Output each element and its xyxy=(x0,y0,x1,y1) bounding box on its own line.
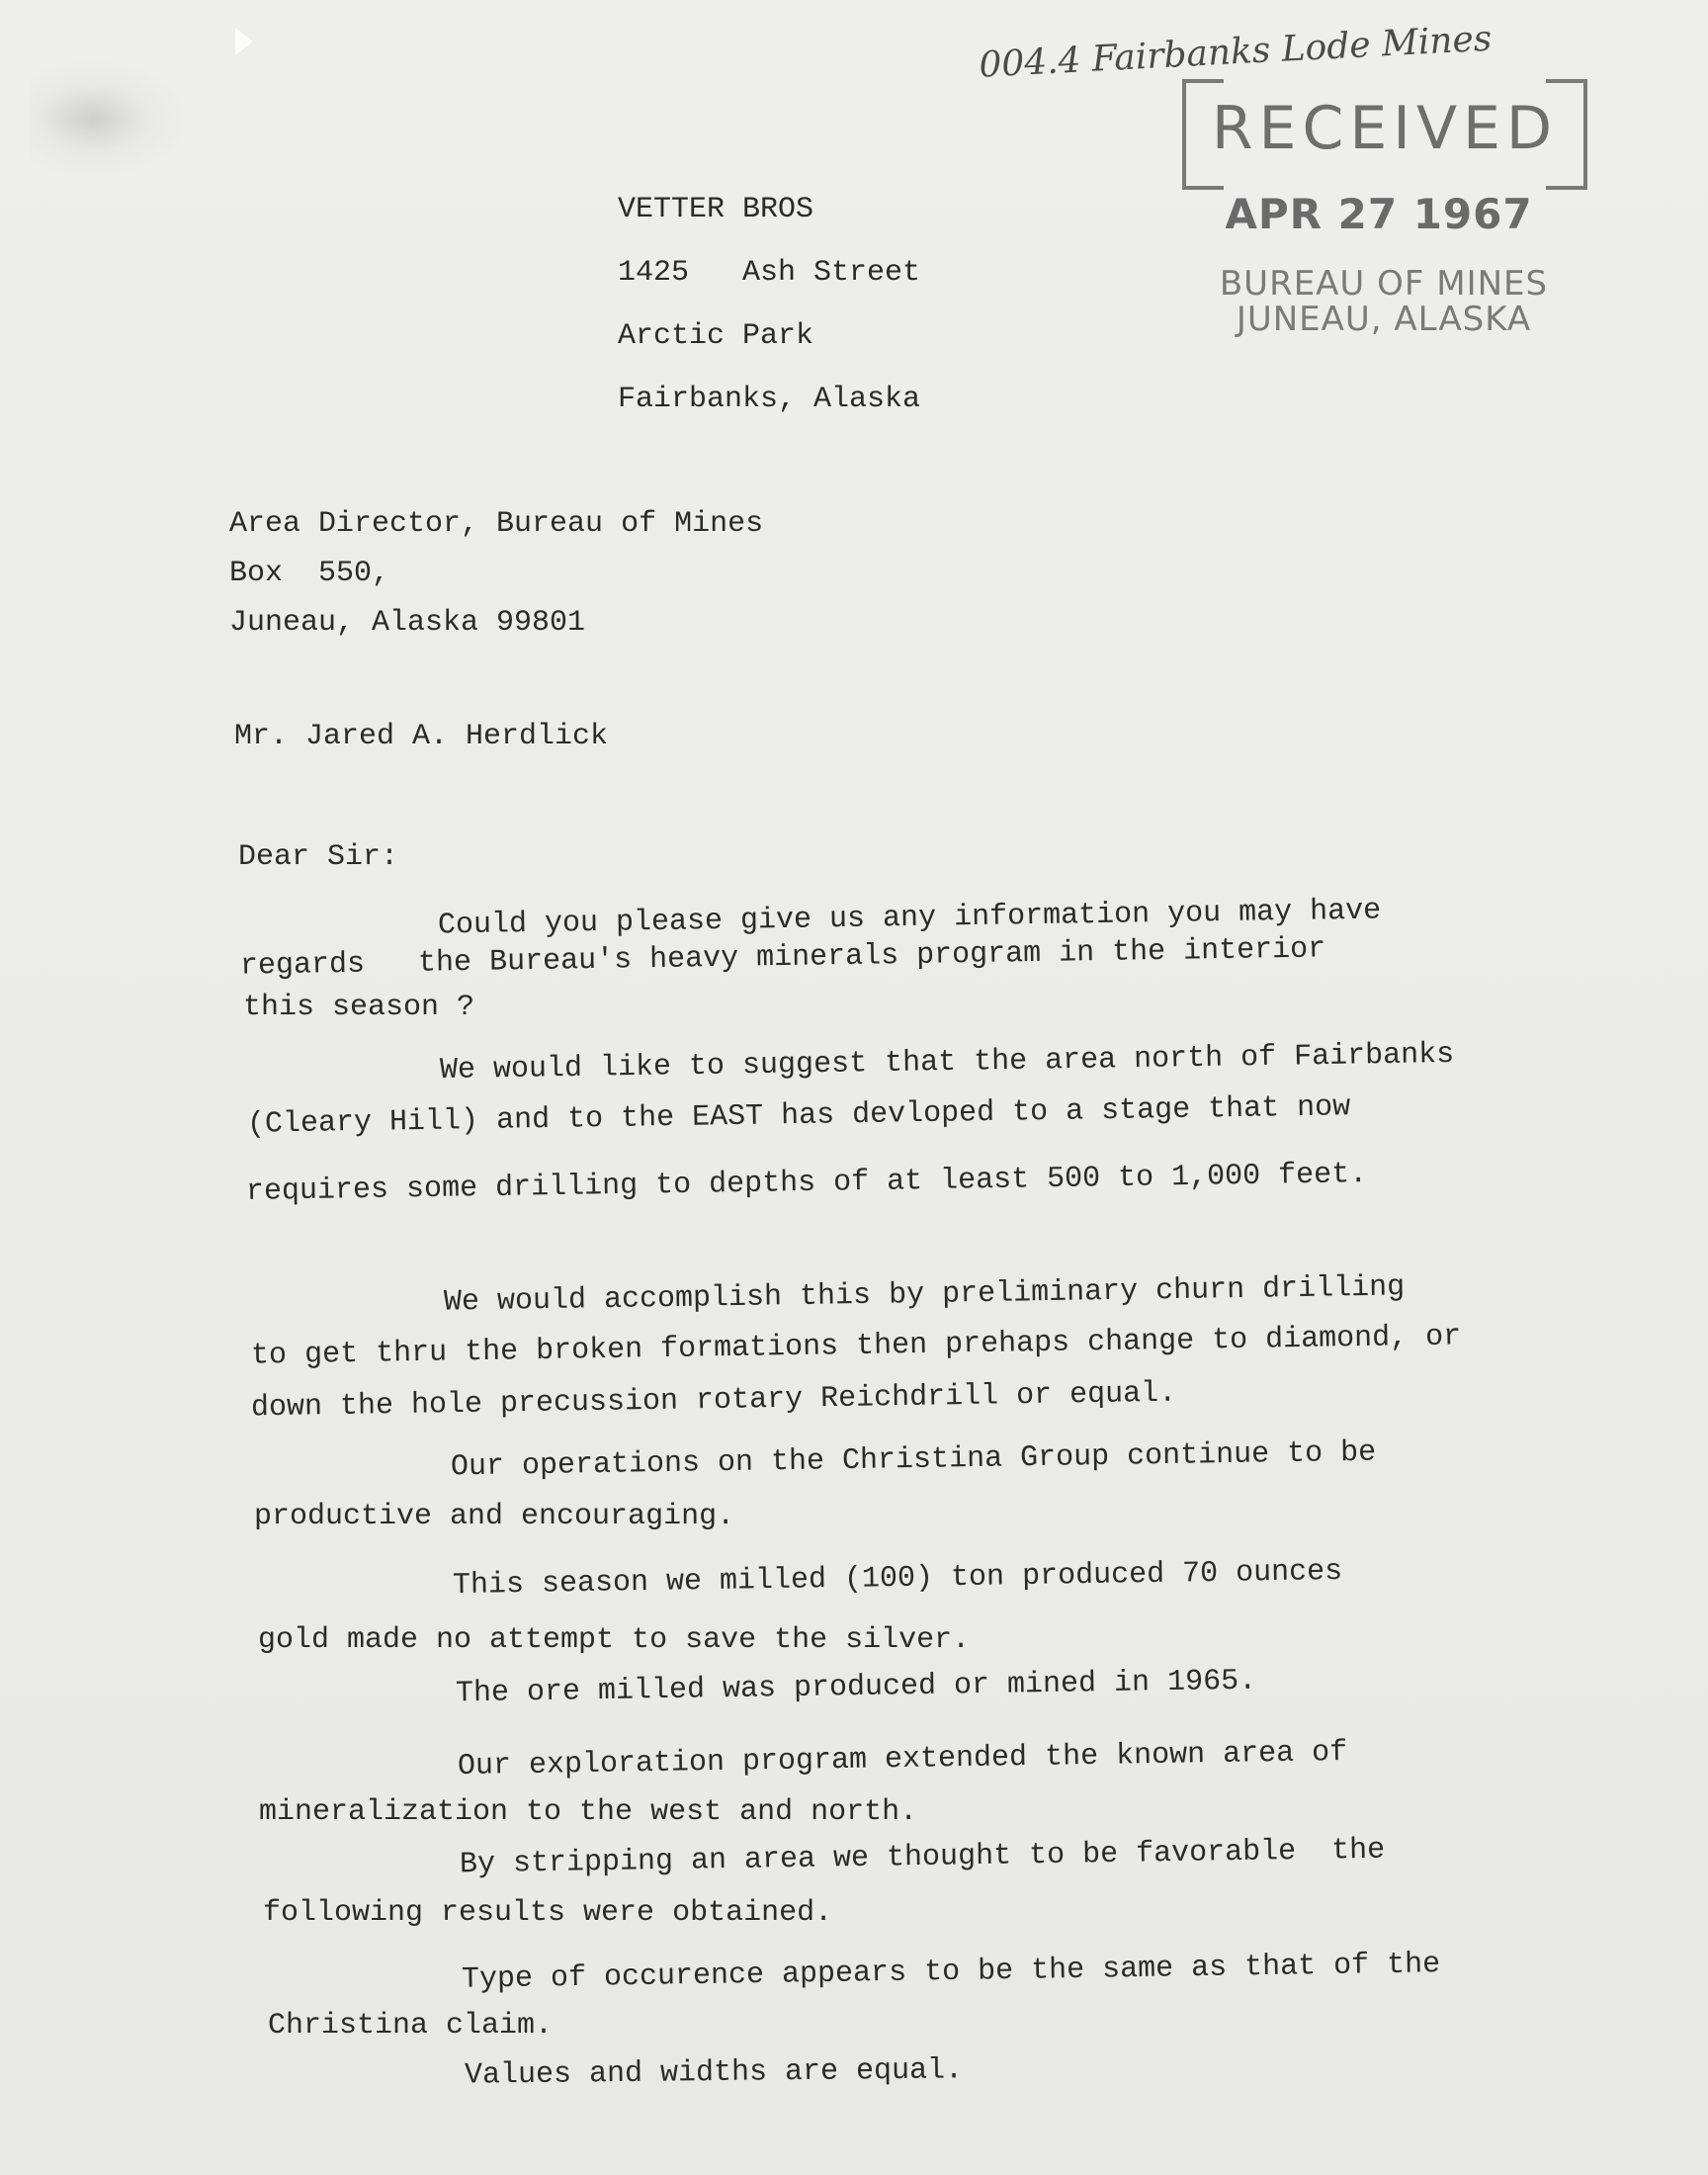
body-line: Type of occurence appears to be the same as that of the xyxy=(461,1948,1441,1997)
body-line: Values and widths are equal. xyxy=(464,2053,964,2093)
received-stamp-label: RECEIVED xyxy=(1211,94,1559,163)
paper-tab-notch xyxy=(235,28,253,55)
body-line: This season we milled (100) ton produced 70 ounces xyxy=(452,1554,1343,1604)
received-stamp xyxy=(1166,79,1601,337)
body-line: regards the Bureau's heavy minerals program in the interior xyxy=(239,932,1326,984)
received-stamp-date: APR 27 1967 xyxy=(1225,190,1533,238)
received-stamp-label-box xyxy=(1182,79,1587,188)
stamp-org-line2: JUNEAU, ALASKA xyxy=(1236,300,1532,339)
sender-line: 1425 Ash Street xyxy=(618,256,921,290)
body-line: to get thru the broken formations then prehaps change to diamond, or xyxy=(250,1320,1462,1373)
recipient-line: Box 550, xyxy=(229,557,390,590)
stamp-bracket-right xyxy=(1546,79,1587,190)
body-line: (Cleary Hill) and to the EAST has devloped to a stage that now xyxy=(246,1090,1351,1142)
body-line: requires some drilling to depths of at least 500 to 1,000 feet. xyxy=(245,1158,1368,1209)
body-line: down the hole precussion rotary Reichdrill or equal. xyxy=(250,1376,1177,1426)
body-line: Could you please give us any information you may have xyxy=(437,894,1382,943)
body-line: By stripping an area we thought to be favorable the xyxy=(459,1833,1386,1882)
salutation: Dear Sir: xyxy=(238,840,399,874)
sender-address xyxy=(618,178,920,431)
handwritten-file-note: 004.4 Fairbanks Lode Mines xyxy=(978,18,1494,86)
body-line: The ore milled was produced or mined in 1965. xyxy=(455,1664,1257,1711)
body-line: Our operations on the Christina Group continue to be xyxy=(450,1436,1377,1485)
sender-line: Fairbanks, Alaska xyxy=(618,383,921,416)
body-line: following results were obtained. xyxy=(263,1896,833,1930)
ink-smudge xyxy=(30,59,188,178)
body-line: We would like to suggest that the area north of Fairbanks xyxy=(439,1037,1455,1088)
received-stamp-org xyxy=(1166,266,1601,337)
body-line: Christina claim. xyxy=(268,2009,554,2043)
body-line: Our exploration program extended the known area of xyxy=(457,1735,1348,1784)
sender-line: Arctic Park xyxy=(618,319,814,353)
sender-line: VETTER BROS xyxy=(618,193,814,226)
body-line: gold made no attempt to save the silver. xyxy=(258,1623,971,1657)
attention-line: Mr. Jared A. Herdlick xyxy=(234,720,609,753)
body-line: mineralization to the west and north. xyxy=(259,1795,918,1829)
body-line: We would accomplish this by preliminary churn drilling xyxy=(443,1270,1406,1320)
recipient-line: Juneau, Alaska 99801 xyxy=(229,606,586,640)
recipient-address xyxy=(229,499,763,648)
body-line: this season ? xyxy=(243,991,475,1024)
body-line: productive and encouraging. xyxy=(254,1500,735,1533)
stamp-org-line1: BUREAU OF MINES xyxy=(1219,264,1549,304)
recipient-line: Area Director, Bureau of Mines xyxy=(229,507,764,541)
stamp-bracket-left xyxy=(1182,79,1224,190)
